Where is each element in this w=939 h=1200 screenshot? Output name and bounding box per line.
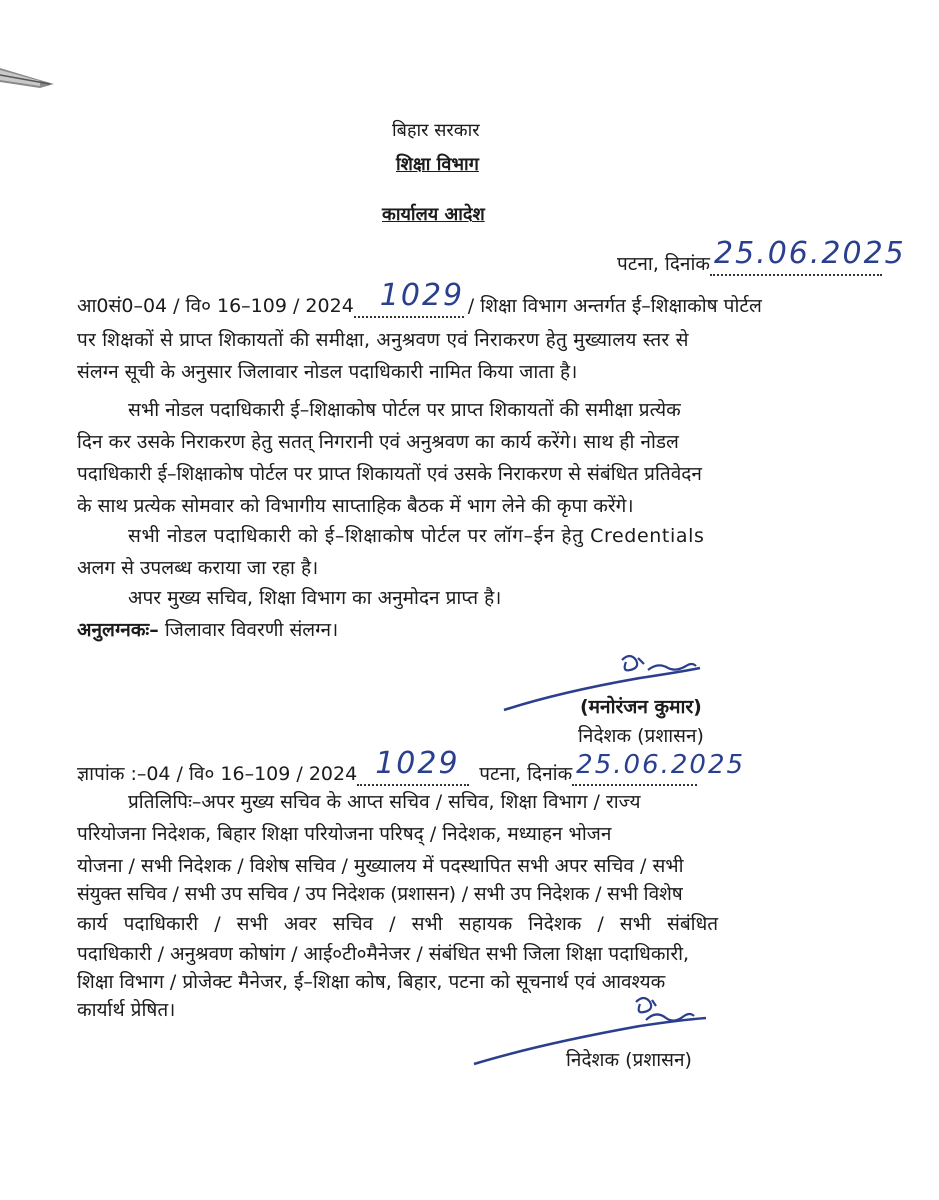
order-ref-line	[77, 278, 822, 318]
government-name: बिहार सरकार	[392, 120, 480, 141]
pen-tip-image	[0, 60, 60, 100]
memo-line	[77, 746, 746, 786]
body-line: पर शिक्षकों से प्राप्त शिकायतों की समीक्षा, अनुश्रवण एवं निराकरण हेतु मुख्यालय स्तर से	[77, 329, 689, 351]
memo-place-date: पटना, दिनांक	[479, 763, 573, 785]
order-ref-suffix: / शिक्षा विभाग अन्तर्गत ई–शिक्षाकोष पोर्टल	[467, 295, 762, 317]
handwritten-memo-date: 25.06.2025	[576, 750, 746, 780]
copy-line: शिक्षा विभाग / प्रोजेक्ट मैनेजर, ई–शिक्षा कोष, बिहार, पटना को सूचनार्थ एवं आवश्यक	[77, 971, 666, 993]
order-title: कार्यालय आदेश	[382, 204, 485, 225]
annexure-text: जिलावार विवरणी संलग्न।	[164, 619, 339, 641]
body-line: के साथ प्रत्येक सोमवार को विभागीय साप्ताहिक बैठक में भाग लेने की कृपा करेंगे।	[77, 495, 634, 517]
signatory-designation-copy: निदेशक (प्रशासन)	[566, 1049, 692, 1071]
copy-line: योजना / सभी निदेशक / विशेष सचिव / मुख्यालय में पदस्थापित सभी अपर सचिव / सभी	[77, 855, 684, 877]
body-line: अपर मुख्य सचिव, शिक्षा विभाग का अनुमोदन प्राप्त है।	[128, 587, 502, 609]
annexure-line	[77, 616, 338, 642]
copy-line: पदाधिकारी / अनुश्रवण कोषांग / आई०टी०मैनेजर / संबंधित सभी जिला शिक्षा पदाधिकारी,	[77, 943, 690, 965]
copy-line: कार्यार्थ प्रेषित।	[77, 999, 176, 1021]
handwritten-date: 25.06.2025	[713, 236, 906, 271]
body-line: सभी नोडल पदाधिकारी को ई–शिक्षाकोष पोर्टल पर लॉग–ईन हेतु Credentials	[128, 525, 705, 547]
department-name: शिक्षा विभाग	[396, 154, 479, 175]
body-line: संलग्न सूची के अनुसार जिलावार नोडल पदाधिकारी नामित किया जाता है।	[77, 361, 578, 383]
signatory-name: (मनोरंजन कुमार)	[580, 696, 702, 718]
copy-line: परियोजना निदेशक, बिहार शिक्षा परियोजना परिषद् / निदेशक, मध्याहन भोजन	[77, 823, 612, 845]
order-no-blank	[354, 278, 465, 318]
handwritten-order-no: 1029	[379, 278, 465, 313]
memo-no-blank	[357, 746, 469, 786]
annexure-label: अनुलग्नकः–	[77, 619, 159, 641]
date-blank	[710, 236, 906, 276]
memo-prefix: ज्ञापांक :–04 / वि० 16–109 / 2024	[77, 763, 358, 785]
body-line: पदाधिकारी ई–शिक्षाकोष पोर्टल पर प्राप्त शिकायतों एवं उसके निराकरण से संबंधित प्रतिवेदन	[77, 463, 702, 485]
order-ref-prefix: आ0सं0–04 / वि० 16–109 / 2024	[77, 295, 354, 317]
date-prefix: पटना, दिनांक	[617, 253, 710, 275]
copy-line: संयुक्त सचिव / सभी उप सचिव / उप निदेशक (प्रशासन) / सभी उप निदेशक / सभी विशेष	[77, 883, 683, 905]
copy-line: कार्य पदाधिकारी / सभी अवर सचिव / सभी सहायक निदेशक / सभी संबंधित	[77, 913, 719, 935]
body-line: दिन कर उसके निराकरण हेतु सतत् निगरानी एवं अनुश्रवण का कार्य करेंगे। साथ ही नोडल	[77, 431, 679, 453]
copy-line: प्रतिलिपिः–अपर मुख्य सचिव के आप्त सचिव / सचिव, शिक्षा विभाग / राज्य	[128, 791, 641, 813]
memo-date-blank	[572, 750, 746, 786]
handwritten-memo-no: 1029	[375, 746, 460, 781]
signatory-designation: निदेशक (प्रशासन)	[578, 725, 704, 747]
body-line: सभी नोडल पदाधिकारी ई–शिक्षाकोष पोर्टल पर प्राप्त शिकायतों की समीक्षा प्रत्येक	[128, 399, 681, 421]
date-line	[617, 236, 906, 276]
body-line: अलग से उपलब्ध कराया जा रहा है।	[77, 557, 319, 579]
